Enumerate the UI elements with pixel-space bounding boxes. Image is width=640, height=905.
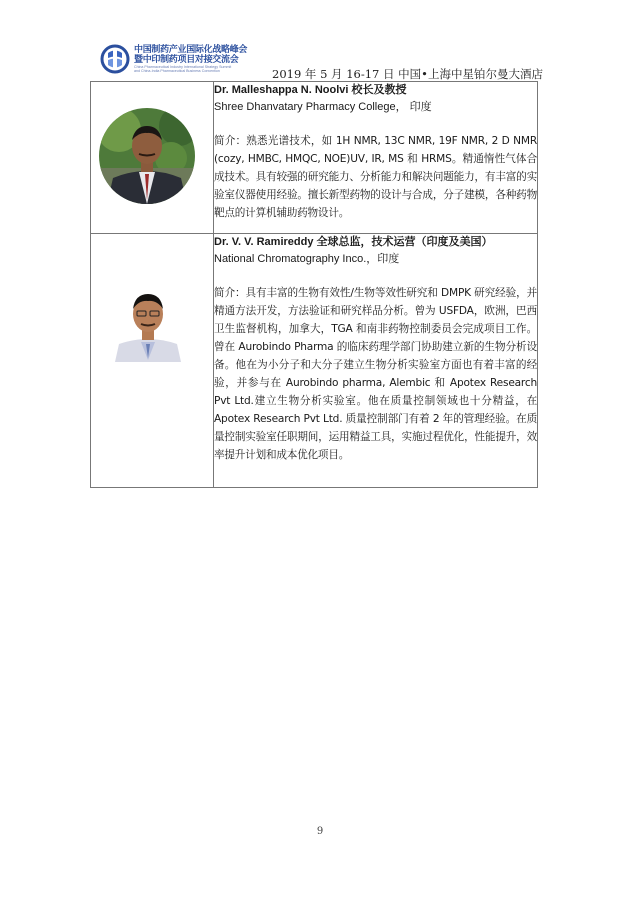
page-number: 9 <box>316 826 324 837</box>
speaker-bio: 简介：具有丰富的生物有效性/生物等效性研究和 DMPK 研究经验，并精通方法开发，方法验证和研究样品分析。曾为 USFDA，欧洲，巴西卫生监督机构，加拿大，TGA 和南非药物控制委员会完成项目工作。曾在 Aurobindo Pharma 的临床药理学部门协助建立新的生物分析设备。他在为小分子和大分子建立生物分析实验室方面也有着丰富的经验，并参与在 Aurobindo pharma, Alembic 和 Apotex Research Pvt Ltd.建立生物分析实验室。他在质量控制领域也十分精益，在 Apotex Research Pvt Ltd. 质量控制部门有着 2 年的管理经验。在质量控制实验室任职期间，运用精益工具，实施过程优化，性能提升，效率提升计划和成本优化项目。 <box>214 287 537 461</box>
speaker-photo <box>99 108 195 204</box>
logo-title-line1: 中国制药产业国际化战略峰会 <box>134 45 248 55</box>
logo-title-line2: 暨中印制药项目对接交流会 <box>134 55 239 65</box>
speaker-name: Dr. V. V. Ramireddy 全球总监，技术运营（印度及美国） <box>214 236 493 248</box>
speaker-row <box>91 234 538 488</box>
header-date-venue: 2019 年 5 月 16-17 日 中国•上海中星铂尔曼大酒店 <box>272 67 543 81</box>
logo-english-line2: and China-India Pharmaceutical Business Convention <box>134 69 220 74</box>
speaker-name: Dr. Malleshappa N. Noolvi 校长及教授 <box>214 84 407 96</box>
logo-english-line1: China Pharmaceutical Industry International Strategy Summit <box>134 65 232 69</box>
speaker-photo-cell <box>91 234 214 488</box>
summit-logo-icon <box>100 44 130 74</box>
speaker-row <box>91 82 538 234</box>
speaker-bio: 简介：熟悉光谱技术，如 1H NMR, 13C NMR, 19F NMR, 2 D NMR (cozy, HMBC, HMQC, NOE)UV, IR, MS 和 HRMS。精通惰性气体合成技术。具有较强的研究能力、分析能力和解决问题能力，有丰富的实验室仪器使用经验。擅长新型药物的设计与合成，分子建模，各种药物靶点的计算机辅助药物设计。 <box>214 135 537 219</box>
speaker-info-cell <box>214 82 538 234</box>
speaker-institution: National Chromatography Inco.，印度 <box>214 253 400 265</box>
speaker-info-cell <box>214 234 538 488</box>
speaker-photo-cell <box>91 82 214 234</box>
speaker-table <box>90 81 538 488</box>
speaker-institution: Shree Dhanvatary Pharmacy College， 印度 <box>214 101 432 113</box>
speaker-photo <box>113 282 183 362</box>
summit-logo <box>100 44 250 74</box>
logo-text <box>134 45 254 74</box>
